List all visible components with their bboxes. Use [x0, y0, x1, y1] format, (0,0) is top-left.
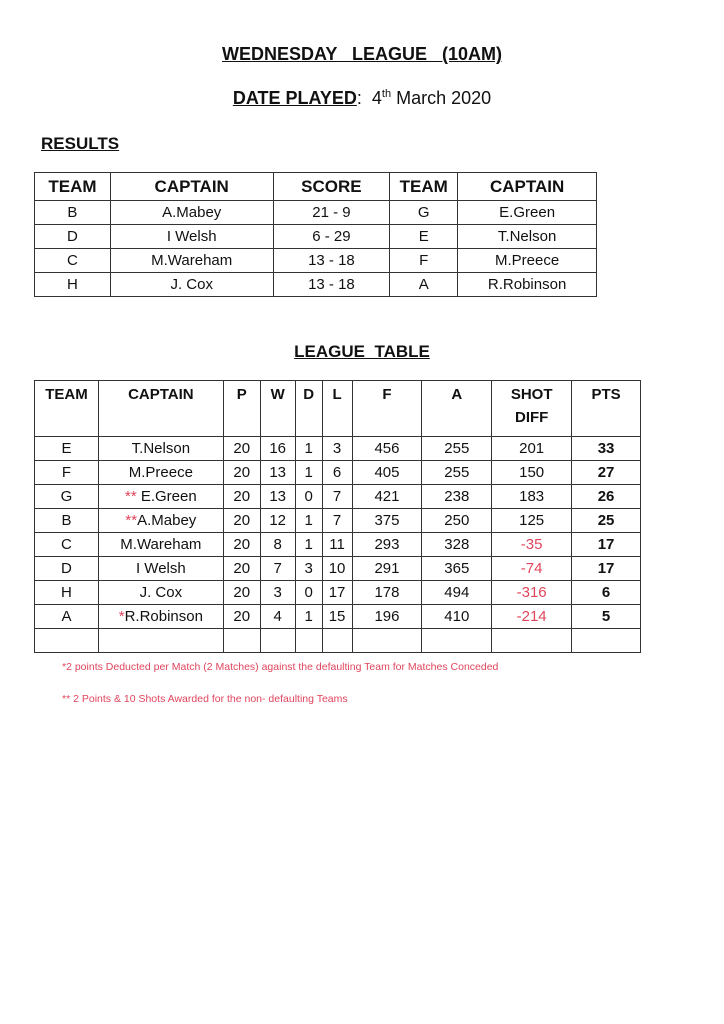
team-cell: G — [35, 485, 99, 509]
pts-cell: 17 — [572, 557, 641, 581]
league-row — [35, 461, 641, 485]
footnote-awarded: ** 2 Points & 10 Shots Awarded for the non- defaulting Teams — [62, 693, 348, 705]
l-cell: 10 — [322, 557, 352, 581]
l-cell: 7 — [322, 509, 352, 533]
f-cell: 293 — [352, 533, 422, 557]
w-cell: 8 — [260, 533, 295, 557]
footnote-marker: ** — [124, 488, 141, 505]
p-cell: 20 — [223, 509, 260, 533]
empty-cell — [422, 629, 492, 653]
team-cell: B — [35, 509, 99, 533]
empty-cell — [352, 629, 422, 653]
l-cell: 6 — [322, 461, 352, 485]
team-cell: A — [35, 605, 99, 629]
captain-cell: M.Wareham — [110, 249, 273, 273]
league-row — [35, 533, 641, 557]
w-cell: 13 — [260, 485, 295, 509]
a-cell: 255 — [422, 461, 492, 485]
opponent-team-cell: E — [390, 225, 458, 249]
team-cell: B — [35, 201, 111, 225]
empty-row — [35, 629, 641, 653]
league-row — [35, 605, 641, 629]
date-rest: March 2020 — [396, 88, 492, 108]
captain-cell: J. Cox — [110, 273, 273, 297]
team-cell: F — [35, 461, 99, 485]
captain-cell — [98, 557, 223, 581]
team-cell: D — [35, 557, 99, 581]
l-cell: 15 — [322, 605, 352, 629]
d-cell: 1 — [295, 533, 322, 557]
captain-cell — [98, 533, 223, 557]
p-cell: 20 — [223, 485, 260, 509]
f-cell: 375 — [352, 509, 422, 533]
footnote-marker: ** — [125, 512, 138, 529]
league-row — [35, 581, 641, 605]
a-cell: 328 — [422, 533, 492, 557]
d-cell: 3 — [295, 557, 322, 581]
team-cell: D — [35, 225, 111, 249]
captain-cell — [98, 509, 223, 533]
opponent-team-cell: G — [390, 201, 458, 225]
opponent-team-cell: F — [390, 249, 458, 273]
opponent-captain-cell: E.Green — [458, 201, 597, 225]
w-cell: 13 — [260, 461, 295, 485]
p-cell: 20 — [223, 461, 260, 485]
team-cell: C — [35, 533, 99, 557]
captain-name: E.Green — [140, 488, 197, 505]
col-team: TEAM — [35, 381, 99, 437]
results-table — [34, 172, 597, 297]
captain-name: R.Robinson — [124, 608, 203, 625]
pts-cell: 6 — [572, 581, 641, 605]
pts-cell: 33 — [572, 437, 641, 461]
pts-cell: 27 — [572, 461, 641, 485]
l-cell: 11 — [322, 533, 352, 557]
results-row — [35, 273, 597, 297]
col-captain: CAPTAIN — [98, 381, 223, 437]
footnote-marker: * — [118, 608, 125, 625]
score-cell: 13 - 18 — [273, 249, 390, 273]
pts-cell: 26 — [572, 485, 641, 509]
a-cell: 494 — [422, 581, 492, 605]
col-shot-diff: SHOT DIFF — [492, 381, 572, 437]
captain-name: A.Mabey — [137, 512, 197, 529]
diff-cell: 183 — [492, 485, 572, 509]
col-captain: CAPTAIN — [110, 173, 273, 201]
col-points: PTS — [572, 381, 641, 437]
col-played: P — [223, 381, 260, 437]
date-day: 4th — [371, 88, 392, 108]
page-title: WEDNESDAY LEAGUE (10AM) — [221, 44, 503, 64]
captain-cell — [98, 461, 223, 485]
diff-cell: -74 — [492, 557, 572, 581]
opponent-captain-cell: R.Robinson — [458, 273, 597, 297]
l-cell: 7 — [322, 485, 352, 509]
p-cell: 20 — [223, 605, 260, 629]
captain-name: M.Wareham — [120, 536, 202, 553]
league-row — [35, 509, 641, 533]
col-drawn: D — [295, 381, 322, 437]
league-row — [35, 485, 641, 509]
score-cell: 21 - 9 — [273, 201, 390, 225]
captain-cell — [98, 437, 223, 461]
col-lost: L — [322, 381, 352, 437]
results-row — [35, 201, 597, 225]
w-cell: 7 — [260, 557, 295, 581]
results-heading: RESULTS — [41, 134, 120, 153]
captain-cell — [98, 605, 223, 629]
league-row — [35, 437, 641, 461]
captain-cell — [98, 485, 223, 509]
captain-name: J. Cox — [139, 584, 183, 601]
f-cell: 291 — [352, 557, 422, 581]
col-won: W — [260, 381, 295, 437]
team-cell: H — [35, 273, 111, 297]
empty-cell — [492, 629, 572, 653]
footnote-deduction: *2 points Deducted per Match (2 Matches) against the defaulting Team for Matches Conceded — [62, 661, 499, 673]
w-cell: 16 — [260, 437, 295, 461]
a-cell: 410 — [422, 605, 492, 629]
d-cell: 0 — [295, 485, 322, 509]
f-cell: 405 — [352, 461, 422, 485]
f-cell: 178 — [352, 581, 422, 605]
p-cell: 20 — [223, 437, 260, 461]
diff-cell: -35 — [492, 533, 572, 557]
d-cell: 0 — [295, 581, 322, 605]
diff-cell: 125 — [492, 509, 572, 533]
d-cell: 1 — [295, 509, 322, 533]
pts-cell: 17 — [572, 533, 641, 557]
empty-cell — [322, 629, 352, 653]
l-cell: 17 — [322, 581, 352, 605]
col-team-2: TEAM — [390, 173, 458, 201]
col-against: A — [422, 381, 492, 437]
p-cell: 20 — [223, 581, 260, 605]
opponent-team-cell: A — [390, 273, 458, 297]
results-row — [35, 249, 597, 273]
diff-cell: -316 — [492, 581, 572, 605]
d-cell: 1 — [295, 437, 322, 461]
diff-cell: 150 — [492, 461, 572, 485]
results-header-row — [35, 173, 597, 201]
diff-cell: -214 — [492, 605, 572, 629]
l-cell: 3 — [322, 437, 352, 461]
empty-cell — [572, 629, 641, 653]
a-cell: 250 — [422, 509, 492, 533]
w-cell: 12 — [260, 509, 295, 533]
captain-cell — [98, 581, 223, 605]
captain-name: T.Nelson — [131, 440, 191, 457]
league-row — [35, 557, 641, 581]
date-played: DATE PLAYED: 4th March 2020 — [232, 88, 492, 108]
d-cell: 1 — [295, 461, 322, 485]
col-captain-2: CAPTAIN — [458, 173, 597, 201]
pts-cell: 5 — [572, 605, 641, 629]
pts-cell: 25 — [572, 509, 641, 533]
results-row — [35, 225, 597, 249]
date-label: DATE PLAYED — [232, 88, 357, 108]
opponent-captain-cell: T.Nelson — [458, 225, 597, 249]
p-cell: 20 — [223, 533, 260, 557]
league-table-heading: LEAGUE TABLE — [294, 342, 430, 361]
f-cell: 456 — [352, 437, 422, 461]
col-score: SCORE — [273, 173, 390, 201]
f-cell: 196 — [352, 605, 422, 629]
captain-name: M.Preece — [128, 464, 193, 481]
score-cell: 6 - 29 — [273, 225, 390, 249]
col-for: F — [352, 381, 422, 437]
a-cell: 255 — [422, 437, 492, 461]
league-header-row — [35, 381, 641, 437]
score-cell: 13 - 18 — [273, 273, 390, 297]
p-cell: 20 — [223, 557, 260, 581]
f-cell: 421 — [352, 485, 422, 509]
empty-cell — [35, 629, 99, 653]
empty-cell — [98, 629, 223, 653]
d-cell: 1 — [295, 605, 322, 629]
opponent-captain-cell: M.Preece — [458, 249, 597, 273]
league-table — [34, 380, 641, 653]
captain-name: I Welsh — [135, 560, 186, 577]
empty-cell — [295, 629, 322, 653]
empty-cell — [260, 629, 295, 653]
team-cell: C — [35, 249, 111, 273]
w-cell: 4 — [260, 605, 295, 629]
captain-cell: A.Mabey — [110, 201, 273, 225]
captain-cell: I Welsh — [110, 225, 273, 249]
a-cell: 365 — [422, 557, 492, 581]
team-cell: E — [35, 437, 99, 461]
col-team: TEAM — [35, 173, 111, 201]
a-cell: 238 — [422, 485, 492, 509]
w-cell: 3 — [260, 581, 295, 605]
diff-cell: 201 — [492, 437, 572, 461]
team-cell: H — [35, 581, 99, 605]
empty-cell — [223, 629, 260, 653]
